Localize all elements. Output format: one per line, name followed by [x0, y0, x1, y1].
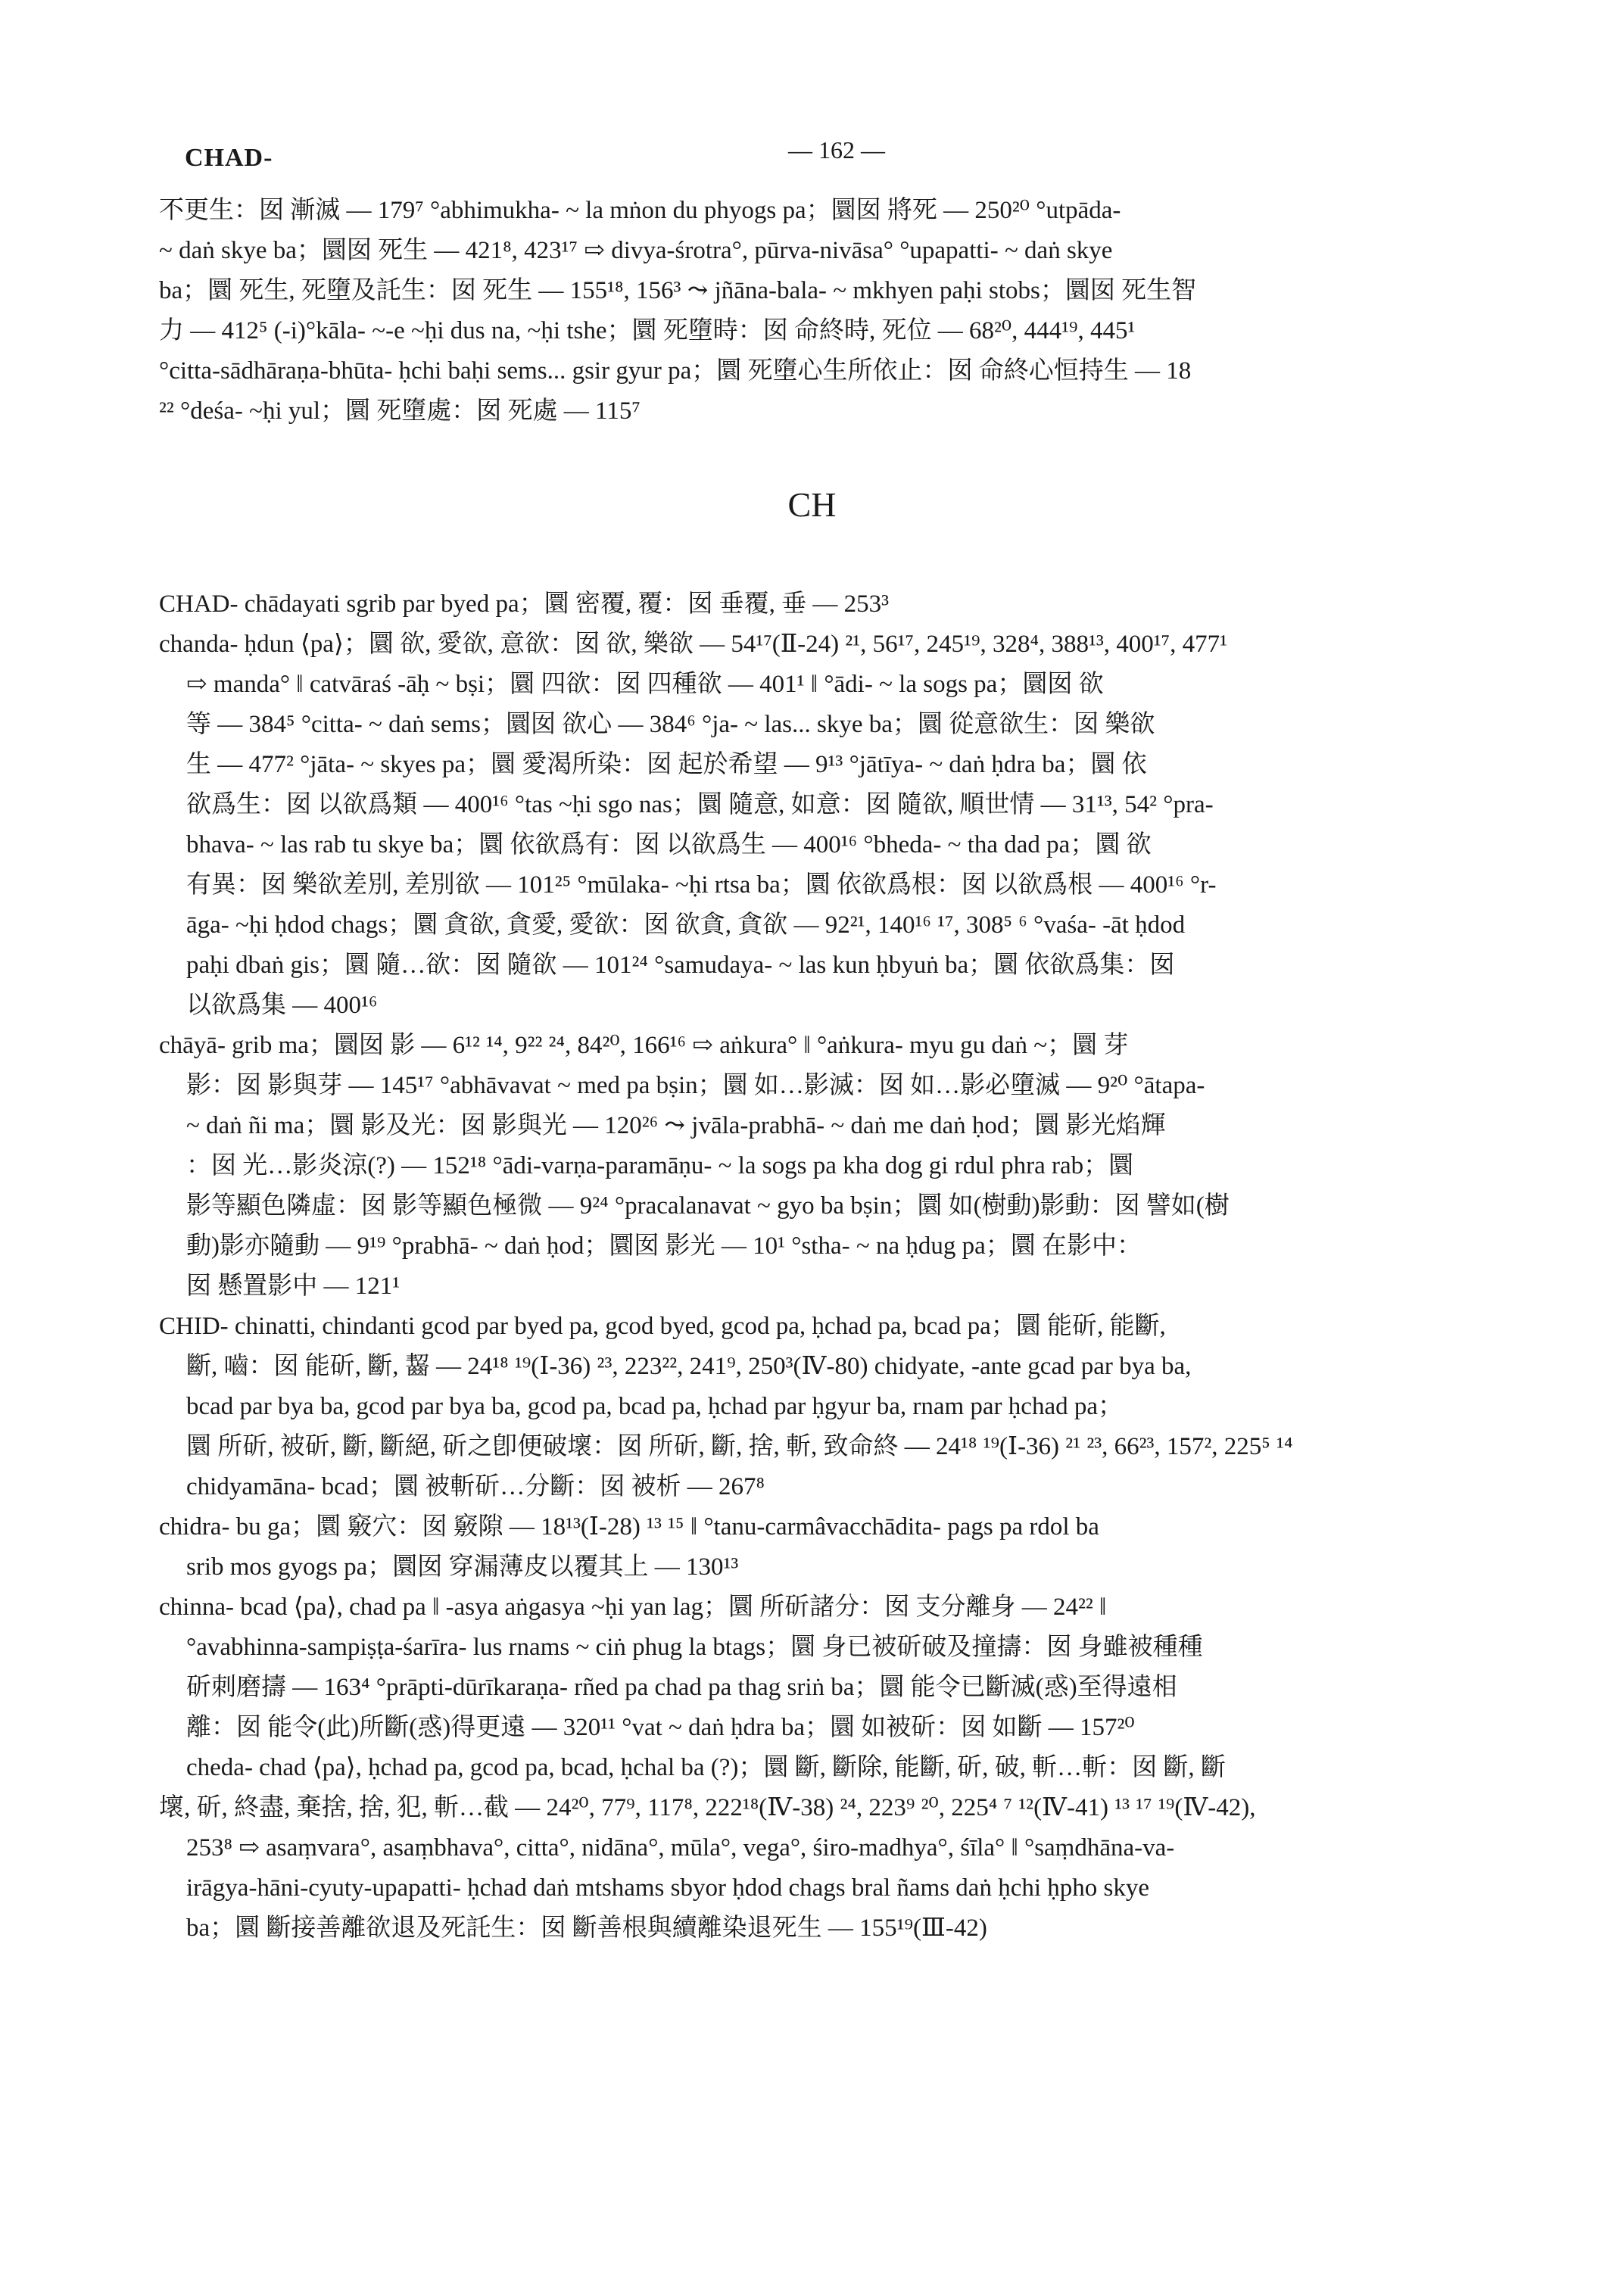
entry-head-line: CHAD- chādayati sgrib par byed pa；圜 密覆, 覆：囡 垂覆, 垂 — 253³	[159, 590, 889, 618]
entry-head-line: chanda- ḥdun ⟨pa⟩；圜 欲, 愛欲, 意欲：囡 欲, 樂欲 — 54¹⁷(Ⅱ-24) ²¹, 56¹⁷, 245¹⁹, 328⁴, 388¹³, 400¹⁷, 477¹	[159, 631, 1228, 658]
text-line: 斫刺磨擣 — 163⁴ °prāpti-dūrīkaraṇa- rñed pa chad pa thag sriṅ ba；圜 能令已斷滅(惑)至得遠相	[186, 1674, 1177, 1701]
text-line: 等 — 384⁵ °citta- ~ daṅ sems；圜囡 欲心 — 384⁶ °ja- ~ las... skye ba；圜 從意欲生：囡 樂欲	[186, 711, 1155, 738]
page-number: — 162 —	[788, 136, 885, 164]
text-line: 動)影亦隨動 — 9¹⁹ °prabhā- ~ daṅ ḥod；圜囡 影光 — 10¹ °stha- ~ na ḥdug pa；圜 在影中：	[186, 1232, 1142, 1260]
text-line: ~ daṅ skye ba；圜囡 死生 — 421⁸, 423¹⁷ ⇨ divya-śrotra°, pūrva-nivāsa° °upapatti- ~ daṅ skye	[159, 237, 1113, 264]
continued-entry-block	[159, 191, 1522, 431]
text-line: ²² °deśa- ~ḥi yul；圜 死墮處：囡 死處 — 115⁷	[159, 397, 641, 425]
entry-head-line: 壞, 斫, 終盡, 棄捨, 捨, 犯, 斬…截 — 24²⁰, 77⁹, 117⁸, 222¹⁸(Ⅳ-38) ²⁴, 223⁹ ²⁰, 225⁴ ⁷ ¹²(Ⅳ-41) ¹³ ¹⁷ ¹⁹(Ⅳ-42),	[159, 1794, 1256, 1821]
text-line: bcad par bya ba, gcod par bya ba, gcod pa, bcad pa, ḥchad par ḥgyur ba, rnam par ḥchad pa；	[186, 1393, 1123, 1420]
entry-head-line: chāyā- grib ma；圜囡 影 — 6¹² ¹⁴, 9²² ²⁴, 84²⁰, 166¹⁶ ⇨ aṅkura° ‖ °aṅkura- myu gu daṅ ~；圜 芽	[159, 1032, 1129, 1059]
text-line: cheda- chad ⟨pa⟩, ḥchad pa, gcod pa, bcad, ḥchal ba (?)；圜 斷, 斷除, 能斷, 斫, 破, 斬…斬：囡 斷, 斷	[186, 1754, 1226, 1781]
text-line: bhava- ~ las rab tu skye ba；圜 依欲爲有：囡 以欲爲生 — 400¹⁶ °bheda- ~ tha dad pa；圜 欲	[186, 831, 1152, 858]
text-line: °avabhinna-sampiṣṭa-śarīra- lus rnams ~ ciṅ phug la btags；圜 身已被斫破及撞擣：囡 身雖被種種	[186, 1634, 1203, 1661]
text-line: 欲爲生：囡 以欲爲類 — 400¹⁶ °tas ~ḥi sgo nas；圜 隨意, 如意：囡 隨欲, 順世情 — 31¹³, 54² °pra-	[186, 791, 1214, 818]
text-line: 有異：囡 樂欲差別, 差別欲 — 101²⁵ °mūlaka- ~ḥi rtsa ba；圜 依欲爲根：囡 以欲爲根 — 400¹⁶ °r-	[186, 871, 1217, 899]
text-line: paḥi dbaṅ gis；圜 隨…欲：囡 隨欲 — 101²⁴ °samudaya- ~ las kun ḥbyuṅ ba；圜 依欲爲集：囡	[186, 952, 1175, 979]
text-line: °citta-sādhāraṇa-bhūta- ḥchi baḥi sems... gsir gyur pa；圜 死墮心生所依止：囡 命終心恒持生 — 18	[159, 357, 1192, 385]
text-line: 生 — 477² °jāta- ~ skyes pa；圜 愛渴所染：囡 起於希望 — 9¹³ °jātīya- ~ daṅ ḥdra ba；圜 依	[186, 751, 1147, 778]
text-line: 斷, 嚙：囡 能斫, 斷, 齧 — 24¹⁸ ¹⁹(Ⅰ-36) ²³, 223²², 241⁹, 250³(Ⅳ-80) chidyate, -ante gcad par bya ba,	[186, 1353, 1192, 1380]
text-line: āga- ~ḥi ḥdod chags；圜 貪欲, 貪愛, 愛欲：囡 欲貪, 貪欲 — 92²¹, 140¹⁶ ¹⁷, 308⁵ ⁶ °vaśa- -āt ḥdod	[186, 911, 1186, 939]
text-line: 影等顯色隣虛：囡 影等顯色極微 — 9²⁴ °pracalanavat ~ gyo ba bṣin；圜 如(樹動)影動：囡 譬如(樹	[186, 1192, 1230, 1220]
text-line: ⇨ manda° ‖ catvāraś -āḥ ~ bṣi；圜 四欲：囡 四種欲 — 401¹ ‖ °ādi- ~ la sogs pa；圜囡 欲	[186, 671, 1104, 698]
text-line: 離：囡 能令(此)所斷(惑)得更遠 — 320¹¹ °vat ~ daṅ ḥdra ba；圜 如被斫：囡 如斷 — 157²⁰	[186, 1714, 1135, 1741]
text-line: srib mos gyogs pa；圜囡 穿漏薄皮以覆其上 — 130¹³	[186, 1553, 739, 1581]
entry-head-line: CHID- chinatti, chindanti gcod par byed pa, gcod byed, gcod pa, ḥchad pa, bcad pa；圜 能斫, 能斷,	[159, 1313, 1166, 1340]
text-line: 253⁸ ⇨ asaṃvara°, asaṃbhava°, citta°, nidāna°, mūla°, vega°, śiro-madhya°, śīla° ‖ °saṃdhāna-va-	[186, 1834, 1175, 1862]
text-line: 影：囡 影與芽 — 145¹⁷ °abhāvavat ~ med pa bṣin；圜 如…影滅：囡 如…影必墮滅 — 9²⁰ °ātapa-	[186, 1072, 1205, 1099]
text-line: ba；圜 斷接善離欲退及死託生：囡 斷善根與續離染退死生 — 155¹⁹(Ⅲ-42)	[186, 1914, 987, 1942]
text-line: irāgya-hāni-cyuty-upapatti- ḥchad daṅ mtshams sbyor ḥdod chags bral ñams daṅ ḥchi ḥpho skye	[186, 1874, 1149, 1902]
entries-block	[159, 584, 1522, 1989]
section-heading: CH	[787, 485, 837, 524]
text-line: ~ daṅ ñi ma；圜 影及光：囡 影與光 — 120²⁶ ⤳ jvāla-prabhā- ~ daṅ me daṅ ḥod；圜 影光焰輝	[186, 1112, 1166, 1139]
text-line: chidyamāna- bcad；圜 被斬斫…分斷：囡 被析 — 267⁸	[186, 1473, 765, 1500]
running-head: CHAD-	[185, 144, 273, 172]
entry-head-line: chinna- bcad ⟨pa⟩, chad pa ‖ -asya aṅgasya ~ḥi yan lag；圜 所斫諸分：囡 支分離身 — 24²² ‖	[159, 1594, 1107, 1621]
text-line: 力 — 412⁵ (-i)°kāla- ~-e ~ḥi dus na, ~ḥi tshe；圜 死墮時：囡 命終時, 死位 — 68²⁰, 444¹⁹, 445¹	[159, 317, 1136, 344]
text-line: 不更生：囡 漸滅 — 179⁷ °abhimukha- ~ la mṅon du phyogs pa；圜囡 將死 — 250²⁰ °utpāda-	[159, 197, 1121, 224]
text-line: 以欲爲集 — 400¹⁶	[186, 992, 378, 1019]
text-line: ：囡 光…影炎涼(?) — 152¹⁸ °ādi-varṇa-paramāṇu- ~ la sogs pa kha dog gi rdul phra rab；圜	[186, 1152, 1134, 1179]
text-line: ba；圜 死生, 死墮及託生：囡 死生 — 155¹⁸, 156³ ⤳ jñāna-bala- ~ mkhyen paḥi stobs；圜囡 死生智	[159, 277, 1197, 304]
text-line: 囡 懸置影中 — 121¹	[186, 1273, 401, 1300]
text-line	[159, 1949, 1522, 1989]
entry-head-line: chidra- bu ga；圜 竅穴：囡 竅隙 — 18¹³(Ⅰ-28) ¹³ ¹⁵ ‖ °tanu-carmâvacchādita- pags pa rdol ba	[159, 1513, 1099, 1541]
text-line: 圜 所斫, 被斫, 斷, 斷絕, 斫之卽便破壞：囡 所斫, 斷, 捨, 斬, 致命終 — 24¹⁸ ¹⁹(Ⅰ-36) ²¹ ²³, 66²³, 157², 225⁵ ¹⁴	[186, 1433, 1293, 1460]
